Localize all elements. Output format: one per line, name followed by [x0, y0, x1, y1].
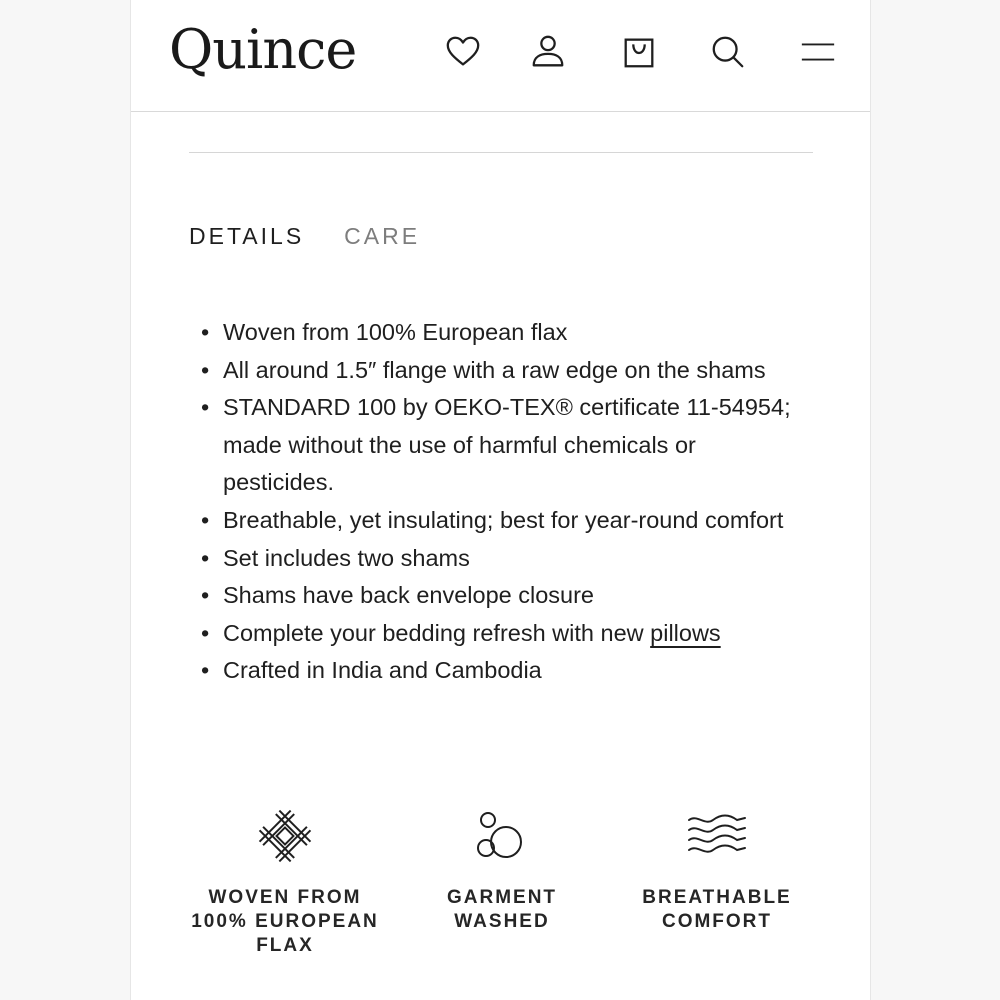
cart-button[interactable] — [617, 30, 661, 74]
account-button[interactable] — [526, 30, 570, 74]
feature-label: GARMENT WASHED — [446, 887, 558, 932]
menu-icon — [799, 33, 837, 71]
tab-details[interactable]: DETAILS — [189, 223, 305, 249]
list-item: • All around 1.5″ flange with a raw edge on the shams — [201, 352, 813, 390]
search-icon — [709, 33, 747, 71]
list-item-text: Complete your bedding refresh with new — [223, 619, 651, 646]
account-icon — [529, 33, 567, 71]
heart-icon — [444, 33, 482, 71]
pillows-link[interactable]: pillows — [650, 619, 721, 646]
tab-care[interactable]: CARE — [344, 223, 421, 249]
list-item: • Set includes two shams — [201, 540, 813, 578]
feature-icons — [131, 800, 870, 970]
list-item: • Crafted in India and Cambodia — [201, 652, 813, 690]
search-button[interactable] — [706, 30, 750, 74]
feature-label: BREATHABLE COMFORT — [642, 887, 792, 932]
details-list — [201, 314, 813, 690]
feature-label: WOVEN FROM 100% EUROPEAN FLAX — [191, 887, 379, 956]
breathable-icon — [681, 800, 753, 872]
list-item: • Woven from 100% European flax — [201, 314, 813, 352]
list-item-pillows — [201, 615, 813, 653]
list-item: • Breathable, yet insulating; best for year-round comfort — [201, 502, 813, 540]
bag-icon — [620, 33, 658, 71]
site-header — [131, 0, 870, 112]
woven-flax-icon — [249, 800, 321, 872]
feature-breathable — [617, 800, 817, 934]
detail-tabs — [189, 222, 420, 250]
wishlist-button[interactable] — [441, 30, 485, 74]
list-item: • STANDARD 100 by OEKO-TEX® certificate 11-54954; made without the use of harmful chemicals or pesticides. — [201, 389, 813, 502]
menu-button[interactable] — [796, 30, 840, 74]
list-item: • Shams have back envelope closure — [201, 577, 813, 615]
feature-garment-washed — [402, 800, 602, 934]
section-divider — [189, 152, 813, 153]
quince-logo[interactable]: Quince — [169, 18, 357, 81]
garment-washed-icon — [466, 800, 538, 872]
product-page — [130, 0, 871, 1000]
feature-woven — [185, 800, 385, 958]
